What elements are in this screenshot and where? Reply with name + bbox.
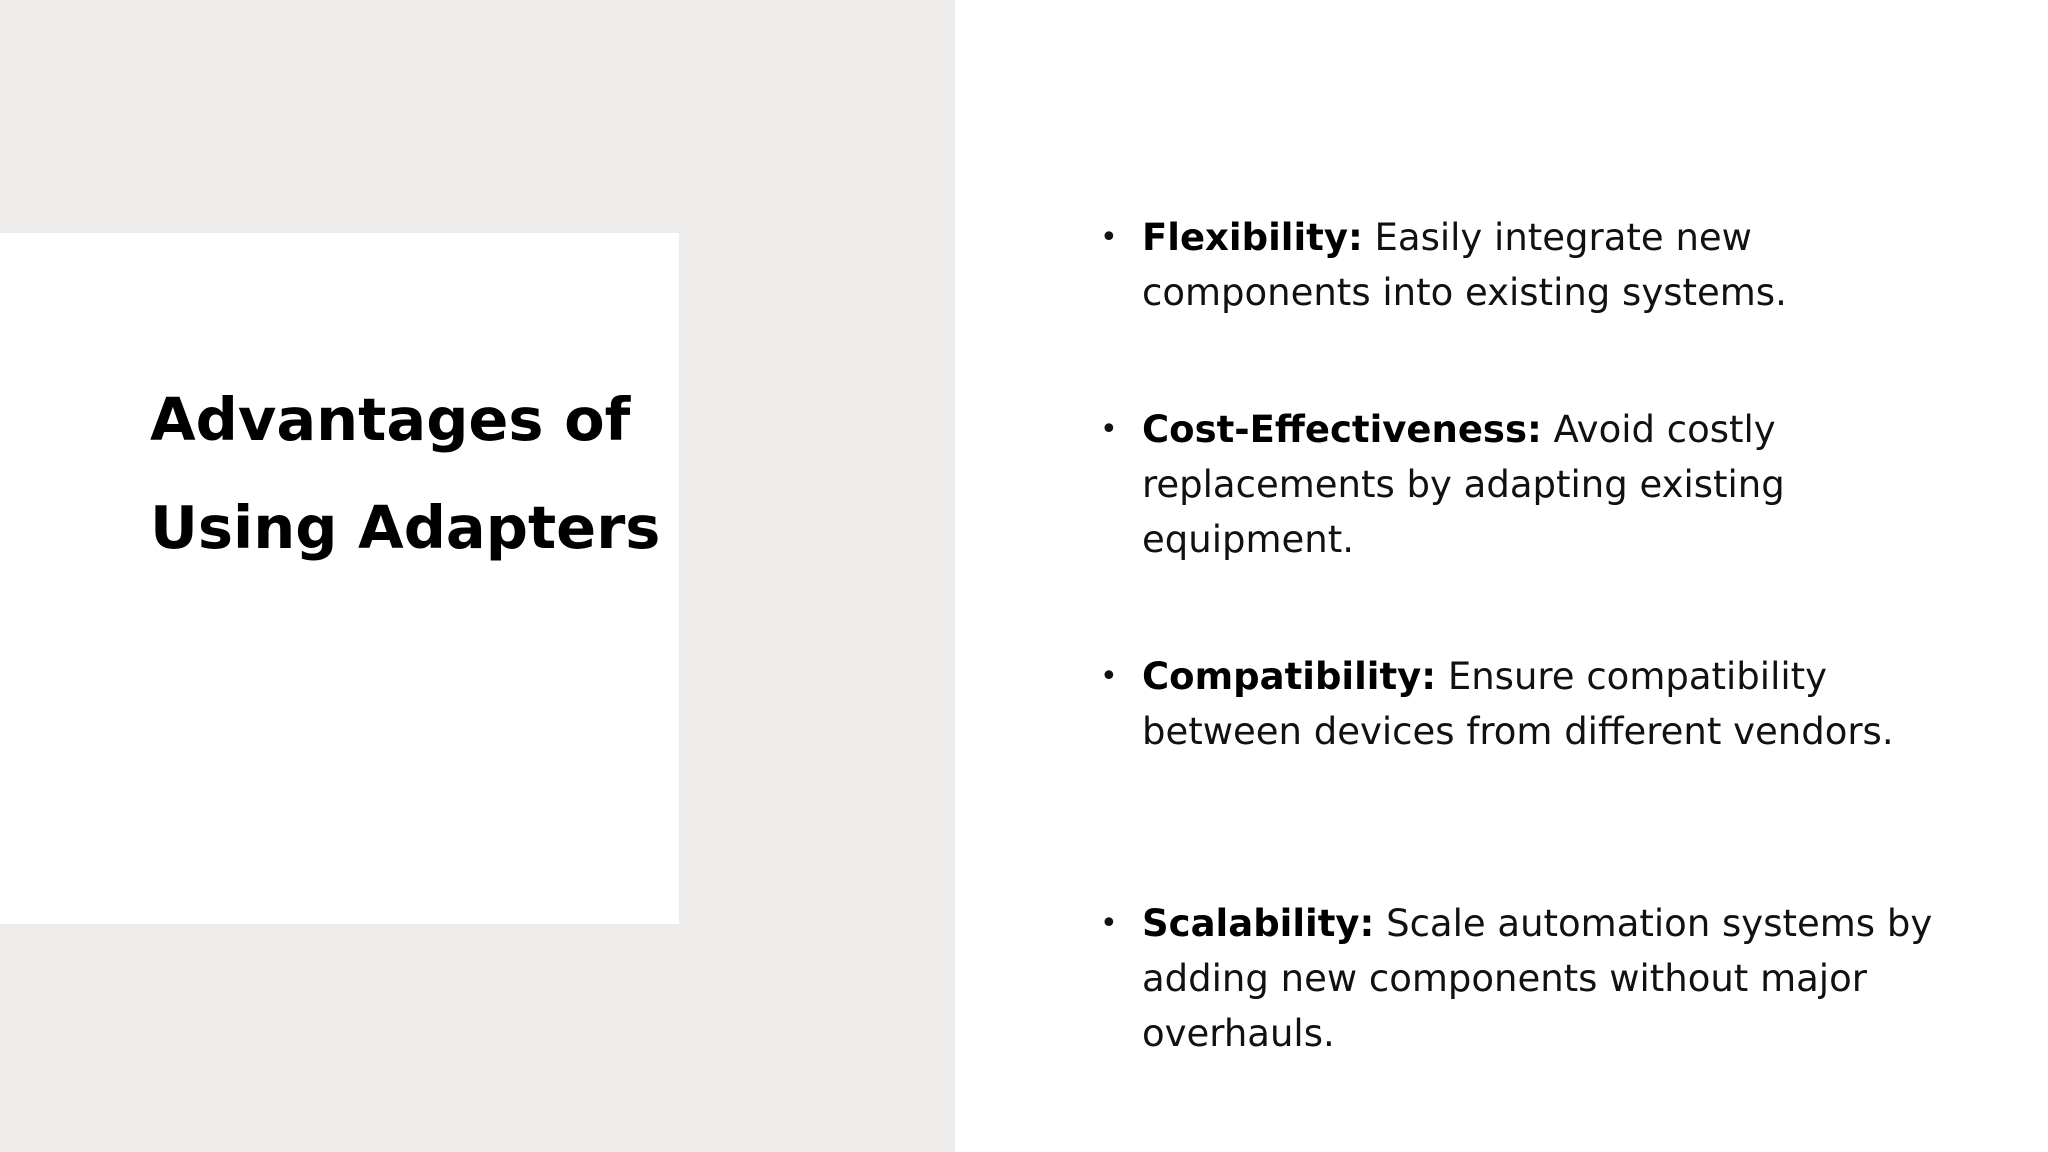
bullet-term: Cost-Effectiveness: (1142, 408, 1542, 451)
bullet-text (1142, 896, 1960, 1061)
bullet-dot-icon: • (1100, 659, 1118, 694)
bullet-description: Scale automation systems by adding new components without major overhauls. (1142, 902, 1933, 1055)
bullet-item-cost-effectiveness (1100, 402, 1960, 567)
bullet-text (1142, 649, 1960, 759)
bullet-text (1142, 402, 1960, 567)
bullet-description: Ensure compatibility between devices from different vendors. (1142, 655, 1894, 753)
slide-title: Advantages of Using Adapters (150, 385, 661, 562)
bullet-list (1100, 0, 1960, 1152)
bullet-dot-icon: • (1100, 906, 1118, 941)
bullet-dot-icon: • (1100, 220, 1118, 255)
bullet-text (1142, 210, 1960, 320)
bullet-term: Compatibility: (1142, 655, 1437, 698)
bullet-description: Avoid costly replacements by adapting existing equipment. (1142, 408, 1785, 561)
bullet-item-flexibility (1100, 210, 1960, 320)
bullet-item-scalability (1100, 896, 1960, 1061)
bullet-term: Flexibility: (1142, 216, 1363, 259)
bullet-item-compatibility (1100, 649, 1960, 759)
bullet-description: Easily integrate new components into existing systems. (1142, 216, 1787, 314)
bullet-term: Scalability: (1142, 902, 1375, 945)
bullet-dot-icon: • (1100, 412, 1118, 447)
